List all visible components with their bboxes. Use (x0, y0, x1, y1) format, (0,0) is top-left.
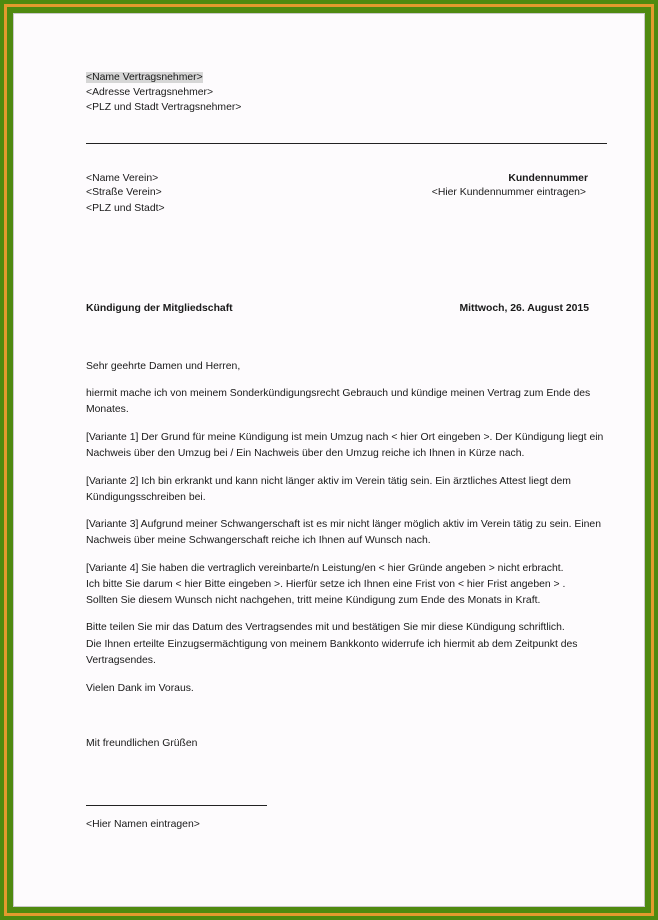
recipient-street[interactable]: <Straße Verein> (86, 187, 162, 198)
body-intro: hiermit mache ich von meinem Sonderkündigungsrecht Gebrauch und kündige meinen Vertrag zum Ende des Monates. (86, 388, 591, 415)
recipient-name[interactable]: <Name Verein> (86, 173, 159, 184)
signature-name[interactable]: <Hier Namen eintragen> (86, 819, 200, 830)
customer-number-value[interactable]: <Hier Kundennummer eintragen> (431, 187, 586, 198)
salutation: Sehr geehrte Damen und Herren, (86, 361, 241, 372)
sender-name[interactable]: <Name Vertragsnehmer> (86, 72, 203, 83)
sender-city[interactable]: <PLZ und Stadt Vertragsnehmer> (86, 102, 242, 113)
body-variant-4-line-1: [Variante 4] Sie haben die vertraglich vereinbarte/n Leistung/en < hier Gründe angeben > nicht erbracht. (86, 563, 564, 574)
body-variant-3: [Variante 3] Aufgrund meiner Schwangerschaft ist es mir nicht länger möglich aktiv im Verein tätig zu sein. Einen Nachweis über meine Schwangerschaft reiche ich Ihnen auf Wunsch nach. (86, 519, 601, 546)
body-variant-4-line-3: Sollten Sie diesem Wunsch nicht nachgehen, tritt meine Kündigung zum Ende des Monats in Kraft. (86, 595, 541, 606)
sender-block (86, 71, 203, 85)
recipient-city[interactable]: <PLZ und Stadt> (86, 203, 165, 214)
body-variant-4-line-2: Ich bitte Sie darum < hier Bitte eingeben >. Hierfür setze ich Ihnen eine Frist von < hier Frist angeben > . (86, 579, 566, 590)
body-confirm-line-2: Die Ihnen erteilte Einzugsermächtigung von meinem Bankkonto widerrufe ich hiermit ab dem Zeitpunkt des Vertragsendes. (86, 639, 578, 666)
letter-date[interactable]: Mittwoch, 26. August 2015 (459, 303, 589, 314)
body-confirm-line-1: Bitte teilen Sie mir das Datum des Vertragsendes mit und bestätigen Sie mir diese Kündigung schriftlich. (86, 622, 565, 633)
body-variant-2: [Variante 2] Ich bin erkrankt und kann nicht länger aktiv im Verein tätig sein. Ein ärztliches Attest liegt dem Kündigungsschreiben bei. (86, 476, 571, 503)
body-thanks: Vielen Dank im Voraus. (86, 683, 194, 694)
sender-address[interactable]: <Adresse Vertragsnehmer> (86, 87, 214, 98)
header-divider (86, 143, 607, 144)
subject-line: Kündigung der Mitgliedschaft (86, 303, 233, 314)
closing: Mit freundlichen Grüßen (86, 738, 198, 749)
customer-number-label: Kundennummer (508, 173, 588, 184)
signature-line (86, 805, 267, 806)
letter-page (13, 13, 645, 907)
body-variant-1: [Variante 1] Der Grund für meine Kündigung ist mein Umzug nach < hier Ort eingeben >. Der Kündigung liegt ein Nachweis über den Umzug bei / Ein Nachweis über den Umzug reiche ich Ihnen in Kürze nach. (86, 432, 604, 459)
